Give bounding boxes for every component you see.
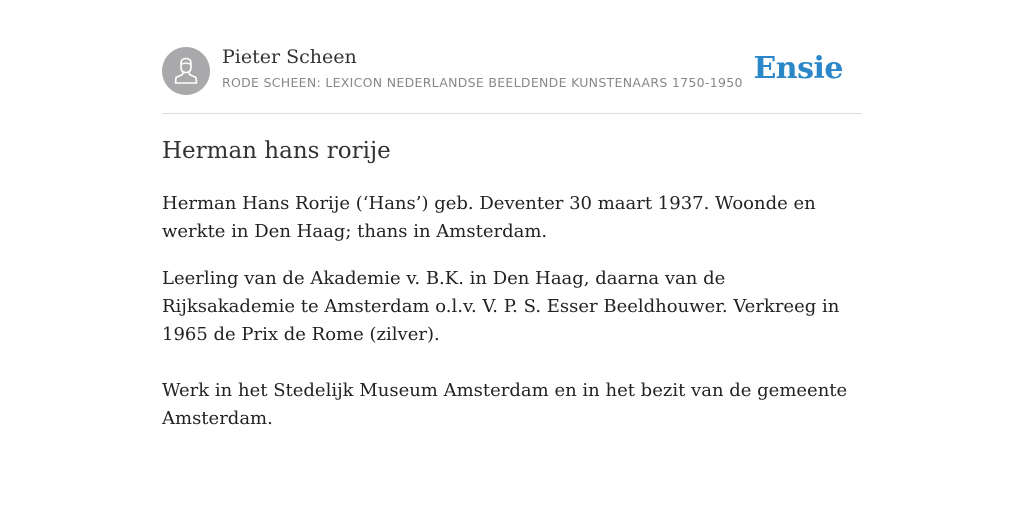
author-avatar[interactable] [162, 47, 210, 95]
page-title: Herman hans rorije [162, 138, 391, 164]
author-header [162, 0, 862, 114]
user-silhouette-icon [162, 47, 210, 95]
ensie-logo[interactable]: Ensie [753, 51, 843, 86]
article-paragraph: Werk in het Stedelijk Museum Amsterdam en in het bezit van de gemeente Amsterdam. [162, 380, 848, 429]
author-name[interactable]: Pieter Scheen [222, 46, 357, 68]
source-lexicon[interactable]: RODE SCHEEN: LEXICON NEDERLANDSE BEELDENDE KUNSTENAARS 1750-1950 [222, 75, 743, 90]
article-body [162, 190, 862, 452]
article-page [162, 0, 862, 429]
article-paragraph: Leerling van de Akademie v. B.K. in Den Haag, daarna van de Rijksakademie te Amsterdam o.l.v. V. P. S. Esser Beeldhouwer. Verkreeg in 1965 de Prix de Rome (zilver). [162, 268, 840, 345]
article-paragraph: Herman Hans Rorije (‘Hans’) geb. Deventer 30 maart 1937. Woonde en werkte in Den Haag; thans in Amsterdam. [162, 193, 816, 242]
